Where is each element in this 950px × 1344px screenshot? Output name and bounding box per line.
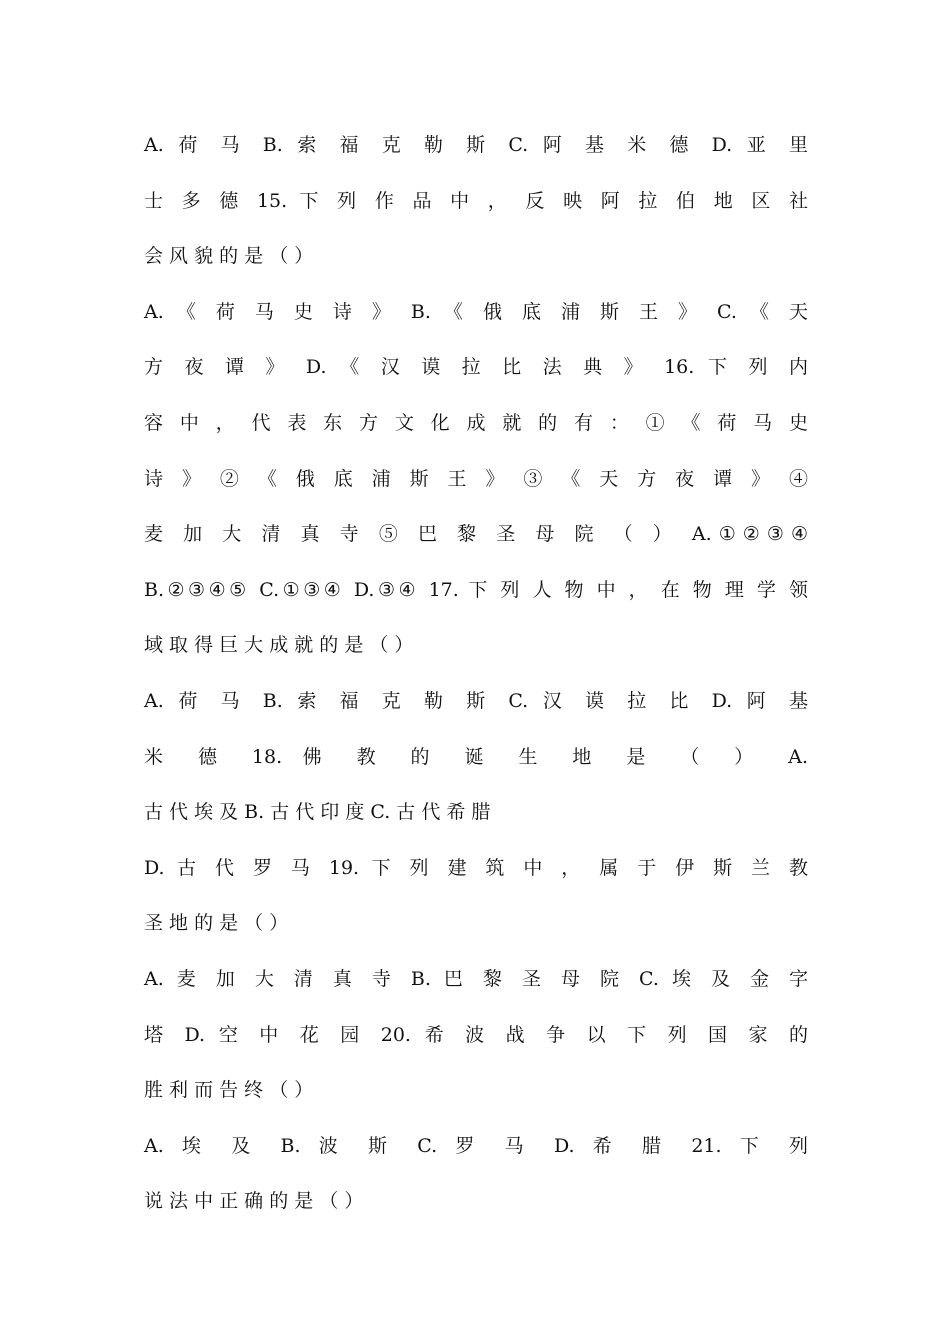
text-line: 麦 加 大 清 真 寺 ⑤ 巴 黎 圣 母 院 （ ） A.①②③④ <box>144 523 808 545</box>
text-line: A. 麦 加 大 清 真 寺 B. 巴 黎 圣 母 院 C. 埃 及 金 字 <box>144 968 808 990</box>
text-line: 米 德 18. 佛 教 的 诞 生 地 是 （ ） A. <box>144 746 808 768</box>
text-line: 胜 利 而 告 终 （ ） <box>144 1079 314 1101</box>
text-line: D. 古 代 罗 马 19. 下 列 建 筑 中 ， 属 于 伊 斯 兰 教 <box>144 857 808 879</box>
text-line: A. 荷 马 B. 索 福 克 勒 斯 C. 汉 谟 拉 比 D. 阿 基 <box>144 690 808 712</box>
text-line: 古 代 埃 及 B. 古 代 印 度 C. 古 代 希 腊 <box>144 801 491 823</box>
text-line: 域 取 得 巨 大 成 就 的 是 （ ） <box>144 634 414 656</box>
text-line: 士 多 德 15. 下 列 作 品 中 ， 反 映 阿 拉 伯 地 区 社 <box>144 190 808 212</box>
text-line: 说 法 中 正 确 的 是 （ ） <box>144 1190 364 1212</box>
text-line: 诗 》 ② 《 俄 底 浦 斯 王 》 ③ 《 天 方 夜 谭 》 ④ <box>144 468 808 490</box>
text-line: A. 埃 及 B. 波 斯 C. 罗 马 D. 希 腊 21. 下 列 <box>144 1135 808 1157</box>
text-line: A. 荷 马 B. 索 福 克 勒 斯 C. 阿 基 米 德 D. 亚 里 <box>144 134 808 156</box>
text-line: 会 风 貌 的 是 （ ） <box>144 245 314 267</box>
text-line: 容 中 ， 代 表 东 方 文 化 成 就 的 有 ： ① 《 荷 马 史 <box>144 412 808 434</box>
text-line: 方 夜 谭 》 D. 《 汉 谟 拉 比 法 典 》 16. 下 列 内 <box>144 356 808 378</box>
text-line: 塔 D. 空 中 花 园 20. 希 波 战 争 以 下 列 国 家 的 <box>144 1024 808 1046</box>
text-line: 圣 地 的 是 （ ） <box>144 912 289 934</box>
text-line: B.②③④⑤ C.①③④ D.③④ 17. 下 列 人 物 中 ， 在 物 理 学 领 <box>144 579 808 601</box>
text-line: A. 《 荷 马 史 诗 》 B. 《 俄 底 浦 斯 王 》 C. 《 天 <box>144 301 808 323</box>
